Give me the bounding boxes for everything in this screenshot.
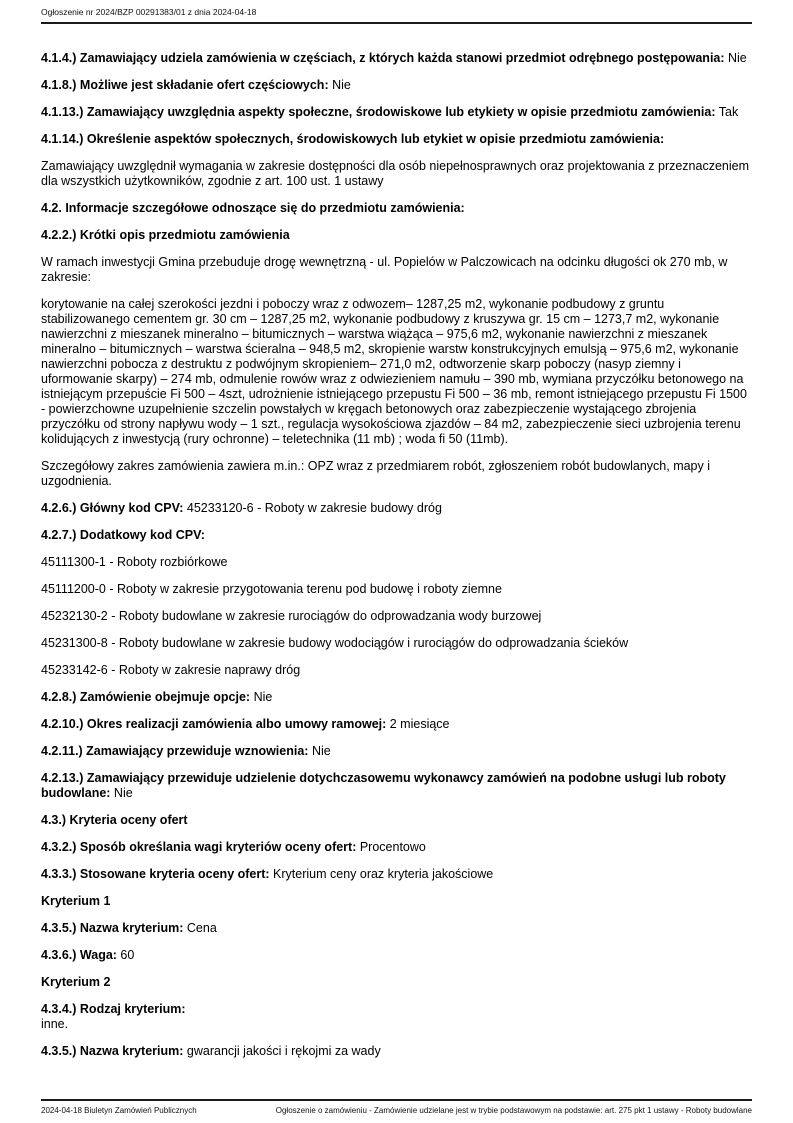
field-4-1-4: [41, 51, 752, 66]
field-4-3-2: [41, 840, 752, 855]
cpv-code-line: 45111300-1 - Roboty rozbiórkowe: [41, 555, 228, 569]
field-4-2-13: [41, 771, 752, 801]
field-label: 4.3.5.) Nazwa kryterium:: [41, 1044, 184, 1058]
field-label: 4.3.2.) Sposób określania wagi kryteriów oceny ofert:: [41, 840, 357, 854]
field-4-3-6: [41, 948, 752, 963]
section-heading-label: 4.3.) Kryteria oceny ofert: [41, 813, 188, 827]
section-heading-4-2-2: [41, 228, 752, 243]
field-value: Nie: [724, 51, 747, 65]
criterion-2-heading: [41, 975, 752, 990]
description-intro-paragraph: W ramach inwestycji Gmina przebuduje drogę wewnętrzną - ul. Popielów w Palczowicach na odcinku długości ok 270 mb, w zakresie:: [41, 255, 728, 284]
field-4-1-8: [41, 78, 752, 93]
field-label: 4.2.10.) Okres realizacji zamówienia albo umowy ramowej:: [41, 717, 387, 731]
field-label: 4.3.3.) Stosowane kryteria oceny ofert:: [41, 867, 270, 881]
criterion-1-heading: [41, 894, 752, 909]
field-label: 4.1.8.) Możliwe jest składanie ofert częściowych:: [41, 78, 329, 92]
criterion-heading-label: Kryterium 2: [41, 975, 111, 989]
cpv-code-line: 45233142-6 - Roboty w zakresie naprawy dróg: [41, 663, 301, 677]
footer-right-text: Ogłoszenie o zamówieniu - Zamówienie udzielane jest w trybie podstawowym na podstawie: art. 275 pkt 1 ustawy - Roboty budowlane: [275, 1106, 752, 1115]
field-value: gwarancji jakości i rękojmi za wady: [183, 1044, 381, 1058]
field-value: 60: [116, 948, 135, 962]
field-value: Cena: [183, 921, 217, 935]
field-label: 4.2.13.) Zamawiający przewiduje udzielenie dotychczasowemu wykonawcy zamówień na podobne usługi lub roboty budowlane:: [41, 771, 726, 800]
field-label: 4.3.5.) Nazwa kryterium:: [41, 921, 184, 935]
cpv-code-line: 45111200-0 - Roboty w zakresie przygotowania terenu pod budowę i roboty ziemne: [41, 582, 502, 596]
field-4-2-6: [41, 501, 752, 516]
field-label: 4.2.8.) Zamówienie obejmuje opcje:: [41, 690, 251, 704]
field-value: Nie: [110, 786, 133, 800]
field-4-1-14: [41, 132, 752, 147]
document-footer: [41, 1099, 752, 1116]
field-4-2-7: [41, 528, 752, 543]
field-4-2-11: [41, 744, 752, 759]
accessibility-paragraph: Zamawiający uwzględnił wymagania w zakresie dostępności dla osób niepełnosprawnych oraz projektowania z przeznaczeniem dla wszystkich użytkowników, zgodnie z art. 100 ust. 1 ustawy: [41, 159, 750, 188]
field-label: 4.2.6.) Główny kod CPV:: [41, 501, 184, 515]
field-value: Tak: [715, 105, 739, 119]
field-value: 45233120-6 - Roboty w zakresie budowy dróg: [183, 501, 442, 515]
section-heading-4-3: [41, 813, 752, 828]
document-body: [41, 24, 752, 1059]
field-4-2-8: [41, 690, 752, 705]
field-label: 4.2.11.) Zamawiający przewiduje wznowienia:: [41, 744, 309, 758]
field-value: Kryterium ceny oraz kryteria jakościowe: [269, 867, 494, 881]
field-4-1-13: [41, 105, 752, 120]
section-heading-label: 4.2. Informacje szczegółowe odnoszące się do przedmiotu zamówienia:: [41, 201, 465, 215]
section-heading-label: 4.2.2.) Krótki opis przedmiotu zamówienia: [41, 228, 290, 242]
footer-divider: [41, 1099, 752, 1101]
field-value: Nie: [250, 690, 273, 704]
field-label: 4.1.13.) Zamawiający uwzględnia aspekty społeczne, środowiskowe lub etykiety w opisie przedmiotu zamówienia:: [41, 105, 716, 119]
field-label: 4.1.4.) Zamawiający udziela zamówienia w częściach, z których każda stanowi przedmiot odrębnego postępowania:: [41, 51, 725, 65]
section-heading-4-2: [41, 201, 752, 216]
field-4-3-5-criterion-2: [41, 1044, 752, 1059]
announcement-number: Ogłoszenie nr 2024/BZP 00291383/01 z dnia 2024-04-18: [41, 7, 257, 17]
cpv-code-line: 45231300-8 - Roboty budowlane w zakresie budowy wodociągów i rurociągów do odprowadzania ścieków: [41, 636, 629, 650]
field-value: 2 miesiące: [386, 717, 450, 731]
field-label: 4.2.7.) Dodatkowy kod CPV:: [41, 528, 205, 542]
document-header: [41, 0, 752, 18]
field-value: Procentowo: [356, 840, 426, 854]
footer-left-text: 2024-04-18 Biuletyn Zamówień Publicznych: [41, 1106, 197, 1115]
field-value: inne.: [41, 1017, 69, 1031]
field-value: Nie: [308, 744, 331, 758]
field-4-3-4: [41, 1002, 752, 1032]
field-label: 4.1.14.) Określenie aspektów społecznych, środowiskowych lub etykiet w opisie przedmiotu zamówienia:: [41, 132, 665, 146]
scope-of-works-paragraph: korytowanie na całej szerokości jezdni i poboczy wraz z odwozem– 1287,25 m2, wykonanie podbudowy z gruntu stabilizowanego cementem gr. 30 cm – 1287,25 m2, wykonanie podbudowy z kruszywa gr. 15 cm – 1273,7 m2, wykonanie nawierzchni z mieszanek mineralno – bitumicznych – warstwa wiążąca – 975,6 m2, wykonanie nawierzchni z mieszanek mineralno – bitumicznych – warstwa ścieralna – 948,5 m2, skropienie warstw konstrukcyjnych emulsją – 975,6 m2, wykonanie nawierzchni pobocza z destruktu z podwójnym skropieniem– 271,0 m2, odtworzenie skarp poboczy (nasyp ziemny i uformowanie skarpy) – 274 mb, odmulenie rowów wraz z odwiezieniem namułu – 390 mb, wymiana przyczółku betonowego na istniejącym przepuście Fi 500 – 4szt, udrożnienie istniejącego przepustu Fi 500 – 36 mb, remont istniejącego przepustu Fi 1500 - powierzchowne uzupełnienie szczelin powstałych w kręgach betonowych oraz zabezpieczenie wystającego zbrojenia przyczółku od strony napływu wody – 1 szt., regulacja wysokościowa zjazdów – 84 m2, zabezpieczenie sieci uzbrojenia terenu kolidujących z inwestycją (rury ochronne) – teletechnika (11 mb) ; woda fi 50 (11mb).: [41, 297, 747, 446]
criterion-heading-label: Kryterium 1: [41, 894, 111, 908]
detailed-scope-paragraph: Szczegółowy zakres zamówienia zawiera m.in.: OPZ wraz z przedmiarem robót, zgłoszeniem robót budowlanych, mapy i uzgodnienia.: [41, 459, 711, 488]
field-4-3-5-criterion-1: [41, 921, 752, 936]
field-label: 4.3.6.) Waga:: [41, 948, 117, 962]
field-4-3-3: [41, 867, 752, 882]
cpv-code-line: 45232130-2 - Roboty budowlane w zakresie rurociągów do odprowadzania wody burzowej: [41, 609, 542, 623]
field-label: 4.3.4.) Rodzaj kryterium:: [41, 1002, 186, 1016]
field-4-2-10: [41, 717, 752, 732]
field-value: Nie: [328, 78, 351, 92]
